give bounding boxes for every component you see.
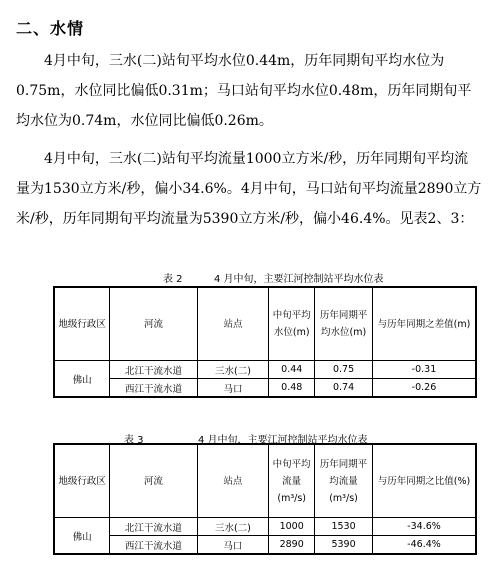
section-title: 二、水情	[16, 19, 85, 38]
table2-station: 马口	[197, 379, 269, 398]
table3-header-station: 站点	[197, 444, 269, 518]
table2-value: 0.75	[315, 361, 373, 379]
table3-header-mid-avg: 中旬平均流量(m³/s)	[269, 444, 315, 518]
table-row	[54, 379, 476, 398]
table2-header-hist-avg: 历年同期平均水位(m)	[315, 287, 373, 361]
table3-region: 佛山	[54, 518, 110, 555]
table3-value: -46.4%	[372, 536, 476, 555]
table2-value: 0.48	[269, 379, 315, 398]
table3-value: 2890	[269, 536, 315, 555]
table3-river: 西江干流水道	[110, 536, 197, 555]
table3-value: 1530	[315, 518, 373, 536]
table3-header-river: 河流	[110, 444, 197, 518]
table3-header-region: 地级行政区	[54, 444, 110, 518]
table2-value: -0.26	[372, 379, 476, 398]
table3-station: 三水(二)	[197, 518, 269, 536]
table2-river: 西江干流水道	[110, 379, 197, 398]
table3-header-hist-avg: 历年同期平均流量(m³/s)	[315, 444, 373, 518]
table3-header-ratio: 与历年同期之比值(%)	[372, 444, 476, 518]
table3-river: 北江干流水道	[110, 518, 197, 536]
water-level-paragraph: 4月中旬，三水(二)站旬平均水位0.44m，历年同期旬平均水位为0.75m，水位同比偏低0.31m；马口站旬平均水位0.48m，历年同期旬平均水位为0.74m，水位同比偏低0.26m。	[16, 53, 472, 129]
table2-value: 0.74	[315, 379, 373, 398]
table2-header-station: 站点	[197, 287, 269, 361]
table-row	[54, 518, 476, 536]
table-row	[54, 361, 476, 379]
table2-river: 北江干流水道	[110, 361, 197, 379]
table-row	[54, 536, 476, 555]
table2-header-river: 河流	[110, 287, 197, 361]
table3-value: 5390	[315, 536, 373, 555]
table2-header-region: 地级行政区	[54, 287, 110, 361]
table3-value: 1000	[269, 518, 315, 536]
table2-value: 0.44	[269, 361, 315, 379]
table2-header-diff: 与历年同期之差值(m)	[372, 287, 476, 361]
table3-caption-number: 表 3	[124, 435, 144, 446]
table2-header-mid-avg: 中旬平均水位(m)	[269, 287, 315, 361]
table2-region: 佛山	[54, 361, 110, 398]
table2-caption-number: 表 2	[163, 274, 183, 285]
table2-value: -0.31	[372, 361, 476, 379]
table3-caption-title: 4 月中旬，主要江河控制站平均水位表	[198, 435, 368, 446]
table2-caption-title: 4 月中旬，主要江河控制站平均水位表	[214, 274, 384, 285]
table2-water-level	[53, 286, 477, 398]
flow-paragraph: 4月中旬，三水(二)站旬平均流量1000立方米/秒，历年同期旬平均流量为1530立方米/秒，偏小34.6%。4月中旬，马口站旬平均流量2890立方米/秒，历年同期旬平均流量为5390立方米/秒，偏小46.4%。见表2、3：	[16, 151, 482, 227]
table2-station: 三水(二)	[197, 361, 269, 379]
table3-value: -34.6%	[372, 518, 476, 536]
table3-station: 马口	[197, 536, 269, 555]
table3-flow	[53, 443, 477, 555]
